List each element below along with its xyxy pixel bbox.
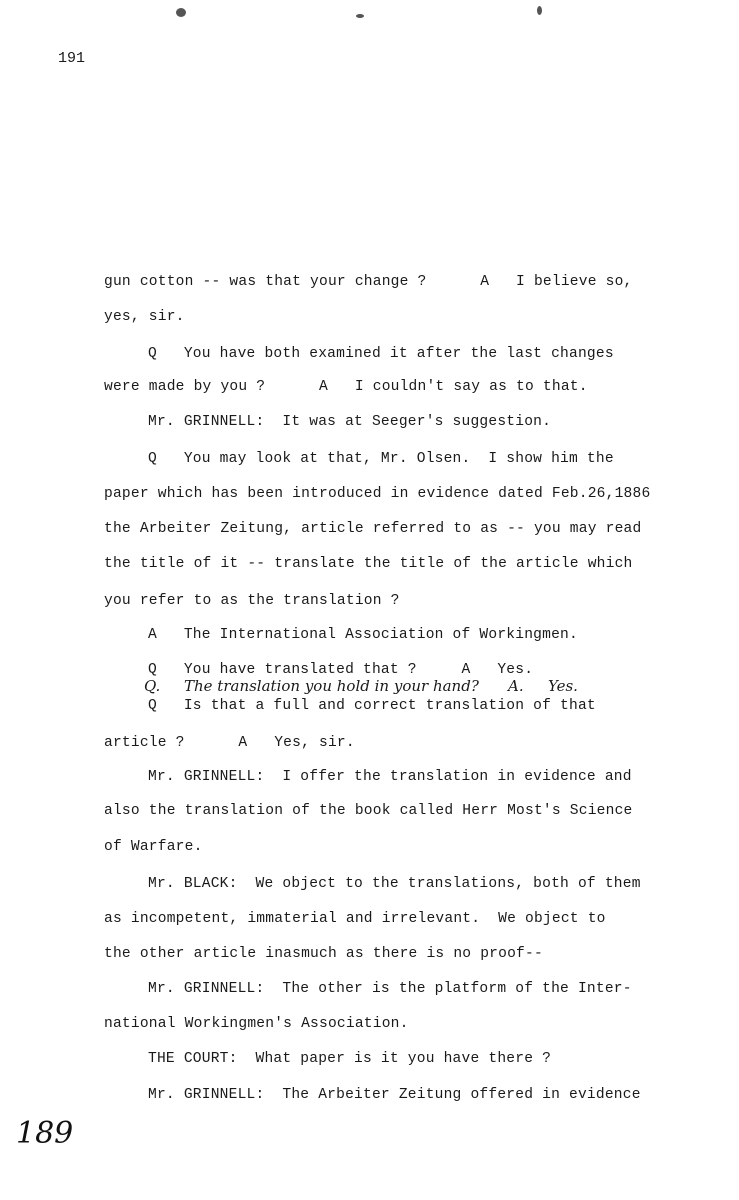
text-line: Mr. GRINNELL: The other is the platform of the Inter- bbox=[148, 981, 632, 997]
text-line: Mr. GRINNELL: The Arbeiter Zeitung offered in evidence bbox=[148, 1087, 641, 1103]
text-line: paper which has been introduced in evidence dated Feb.26,1886 bbox=[104, 486, 651, 502]
text-line: the Arbeiter Zeitung, article referred to as -- you may read bbox=[104, 521, 642, 537]
text-line: gun cotton -- was that your change ? A I believe so, bbox=[104, 274, 633, 290]
scan-speck bbox=[537, 6, 542, 15]
text-line: national Workingmen's Association. bbox=[104, 1016, 409, 1032]
text-line: Mr. BLACK: We object to the translations, both of them bbox=[148, 876, 641, 892]
text-line: Mr. GRINNELL: I offer the translation in evidence and bbox=[148, 769, 632, 785]
page-number: 191 bbox=[58, 50, 86, 67]
text-line: the other article inasmuch as there is no proof-- bbox=[104, 946, 543, 962]
text-line: Mr. GRINNELL: It was at Seeger's suggestion. bbox=[148, 414, 552, 430]
text-line: Q You may look at that, Mr. Olsen. I show him the bbox=[148, 451, 614, 467]
text-line: the title of it -- translate the title of the article which bbox=[104, 556, 633, 572]
text-line: were made by you ? A I couldn't say as to that. bbox=[104, 379, 588, 395]
text-line: Q You have translated that ? A Yes. bbox=[148, 662, 534, 678]
text-line: you refer to as the translation ? bbox=[104, 593, 400, 609]
scan-speck bbox=[356, 14, 364, 18]
text-line: as incompetent, immaterial and irrelevant. We object to bbox=[104, 911, 606, 927]
text-line: A The International Association of Workingmen. bbox=[148, 627, 578, 643]
text-line: also the translation of the book called Herr Most's Science bbox=[104, 803, 633, 819]
handwritten-page-number: 189 bbox=[16, 1116, 74, 1151]
text-line: Q Is that a full and correct translation of that bbox=[148, 698, 596, 714]
scan-speck bbox=[176, 8, 186, 17]
text-line: THE COURT: What paper is it you have there ? bbox=[148, 1051, 552, 1067]
text-line: Q You have both examined it after the last changes bbox=[148, 346, 614, 362]
handwritten-a: A. bbox=[508, 677, 524, 695]
handwritten-question: The translation you hold in your hand? bbox=[184, 677, 479, 695]
handwritten-q: Q. bbox=[144, 677, 161, 695]
handwritten-answer: Yes. bbox=[548, 677, 578, 695]
text-line: yes, sir. bbox=[104, 309, 185, 325]
text-line: of Warfare. bbox=[104, 839, 203, 855]
text-line: article ? A Yes, sir. bbox=[104, 735, 355, 751]
